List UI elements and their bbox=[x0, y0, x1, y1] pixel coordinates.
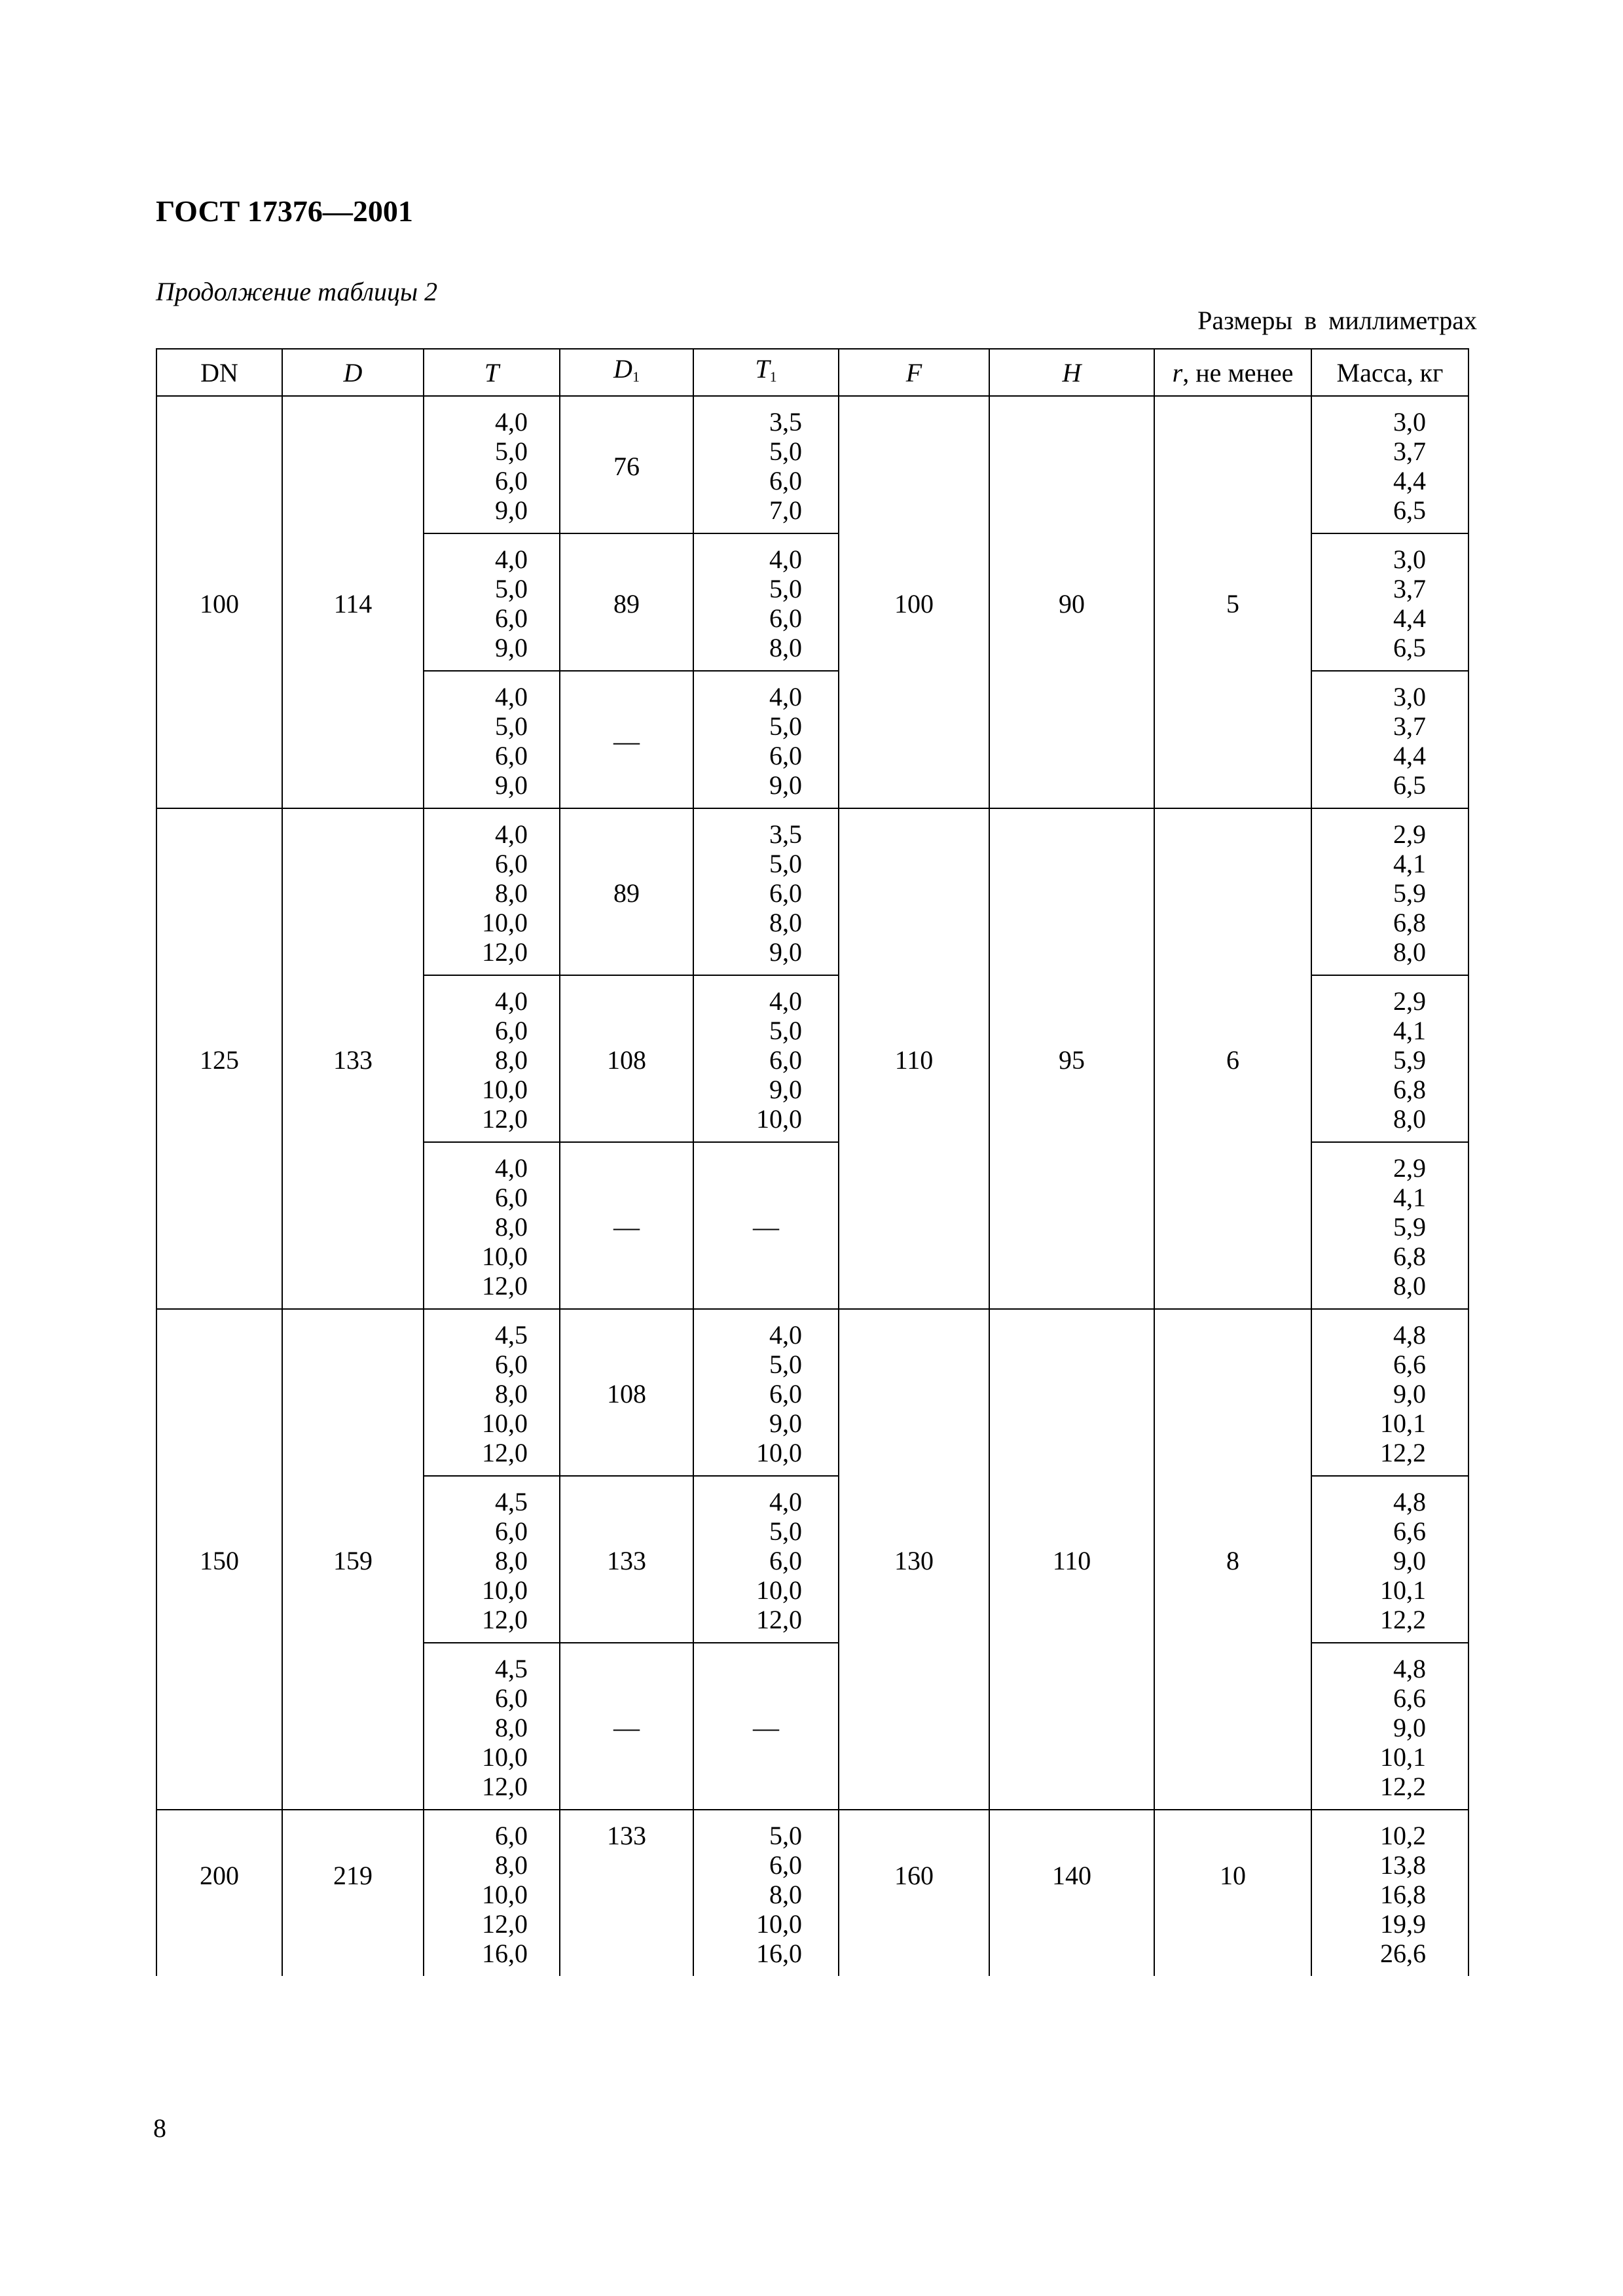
value-line: 3,0 bbox=[1393, 407, 1426, 437]
value-line: 4,4 bbox=[1393, 741, 1426, 770]
value-line: 5,9 bbox=[1393, 1045, 1426, 1075]
value-line: 12,0 bbox=[482, 1909, 528, 1939]
cell-r: 5 bbox=[1154, 396, 1311, 808]
cell-f: 130 bbox=[839, 1309, 989, 1810]
table-header-row bbox=[156, 349, 1468, 396]
cell-t bbox=[424, 975, 560, 1142]
value-line: 16,0 bbox=[482, 1939, 528, 1968]
value-line: 4,0 bbox=[769, 1320, 802, 1350]
value-line: 4,8 bbox=[1393, 1654, 1426, 1683]
cell-r: 8 bbox=[1154, 1309, 1311, 1810]
value-line: 3,7 bbox=[1393, 437, 1426, 466]
value-line: 9,0 bbox=[495, 770, 528, 800]
document-title: ГОСТ 17376—2001 bbox=[156, 194, 413, 228]
cell-f: 100 bbox=[839, 396, 989, 808]
cell-dn: 150 bbox=[156, 1309, 282, 1810]
col-header-f: F bbox=[839, 349, 989, 396]
value-line: 4,0 bbox=[495, 682, 528, 711]
cell-t1 bbox=[693, 533, 839, 671]
value-line: 7,0 bbox=[769, 495, 802, 525]
value-line: 10,0 bbox=[482, 1075, 528, 1104]
table-row bbox=[156, 1810, 1468, 1976]
value-line: 10,0 bbox=[482, 1742, 528, 1772]
cell-t bbox=[424, 533, 560, 671]
value-line: 6,6 bbox=[1393, 1683, 1426, 1713]
value-line: 10,0 bbox=[482, 1408, 528, 1438]
value-line: 9,0 bbox=[495, 495, 528, 525]
value-line: 5,0 bbox=[769, 437, 802, 466]
value-line: 4,5 bbox=[495, 1654, 528, 1683]
cell-t bbox=[424, 671, 560, 808]
cell-mass bbox=[1311, 1476, 1468, 1643]
value-line: 6,6 bbox=[1393, 1516, 1426, 1546]
value-line: 12,0 bbox=[482, 1271, 528, 1300]
col-header-t1 bbox=[693, 349, 839, 396]
cell-d1: 76 bbox=[560, 396, 693, 533]
cell-t1 bbox=[693, 975, 839, 1142]
value-line: 6,6 bbox=[1393, 1350, 1426, 1379]
value-line: 5,0 bbox=[769, 1350, 802, 1379]
value-line: 6,0 bbox=[495, 603, 528, 633]
value-line: 10,0 bbox=[482, 1575, 528, 1605]
value-line: 4,8 bbox=[1393, 1320, 1426, 1350]
value-line: 9,0 bbox=[769, 770, 802, 800]
value-line: 8,0 bbox=[495, 878, 528, 908]
value-line: 5,0 bbox=[769, 849, 802, 878]
cell-h: 90 bbox=[989, 396, 1154, 808]
value-line: 16,0 bbox=[756, 1939, 802, 1968]
cell-t bbox=[424, 1142, 560, 1309]
cell-mass bbox=[1311, 1643, 1468, 1810]
cell-mass bbox=[1311, 396, 1468, 533]
cell-t1 bbox=[693, 396, 839, 533]
value-line: 10,0 bbox=[756, 1909, 802, 1939]
value-line: 5,0 bbox=[769, 574, 802, 603]
col-header-mass: Масса, кг bbox=[1311, 349, 1468, 396]
value-line: 5,9 bbox=[1393, 878, 1426, 908]
table-row bbox=[156, 396, 1468, 533]
value-line: 8,0 bbox=[495, 1212, 528, 1242]
cell-t bbox=[424, 1810, 560, 1976]
value-line: 10,1 bbox=[1380, 1575, 1426, 1605]
value-line: 6,0 bbox=[769, 603, 802, 633]
value-line: 4,1 bbox=[1393, 849, 1426, 878]
cell-h: 110 bbox=[989, 1309, 1154, 1810]
col-header-r-symbol: r bbox=[1172, 357, 1183, 387]
value-line: 4,0 bbox=[769, 986, 802, 1016]
value-line: 4,5 bbox=[495, 1320, 528, 1350]
dimensions-table bbox=[156, 348, 1469, 1976]
value-line: 8,0 bbox=[495, 1045, 528, 1075]
units-note: Размеры в миллиметрах bbox=[1197, 306, 1477, 335]
value-line: 12,0 bbox=[482, 1605, 528, 1634]
cell-dn: 200 bbox=[156, 1810, 282, 1976]
col-header-d1-base: D bbox=[613, 353, 632, 384]
cell-r: 6 bbox=[1154, 808, 1311, 1309]
col-header-h: H bbox=[989, 349, 1154, 396]
cell-d: 133 bbox=[282, 808, 424, 1309]
cell-d1: 108 bbox=[560, 1309, 693, 1476]
value-line: 4,0 bbox=[495, 986, 528, 1016]
value-line: 12,2 bbox=[1380, 1438, 1426, 1467]
value-line: 12,0 bbox=[482, 1438, 528, 1467]
value-line: 3,7 bbox=[1393, 574, 1426, 603]
cell-d1: — bbox=[560, 1643, 693, 1810]
value-line: 8,0 bbox=[769, 1880, 802, 1909]
value-line: 3,0 bbox=[1393, 545, 1426, 574]
value-line: 12,0 bbox=[482, 1104, 528, 1134]
value-line: 6,0 bbox=[495, 1350, 528, 1379]
cell-d1: 108 bbox=[560, 975, 693, 1142]
value-line: 8,0 bbox=[1393, 937, 1426, 967]
value-line: 3,0 bbox=[1393, 682, 1426, 711]
table-row bbox=[156, 1309, 1468, 1476]
cell-t1 bbox=[693, 808, 839, 975]
value-line: 16,8 bbox=[1380, 1880, 1426, 1909]
value-line: 8,0 bbox=[495, 1379, 528, 1408]
table-caption: Продолжение таблицы 2 bbox=[156, 277, 438, 306]
cell-h: 140 bbox=[989, 1810, 1154, 1976]
value-line: 5,0 bbox=[769, 711, 802, 741]
value-line: 6,8 bbox=[1393, 1075, 1426, 1104]
value-line: 4,8 bbox=[1393, 1487, 1426, 1516]
value-line: 4,0 bbox=[495, 545, 528, 574]
cell-d1: — bbox=[560, 1142, 693, 1309]
cell-t bbox=[424, 396, 560, 533]
cell-d1: — bbox=[560, 671, 693, 808]
value-line: 13,8 bbox=[1380, 1850, 1426, 1880]
value-line: 9,0 bbox=[1393, 1713, 1426, 1742]
value-line: 5,0 bbox=[495, 711, 528, 741]
cell-r: 10 bbox=[1154, 1810, 1311, 1976]
cell-mass bbox=[1311, 975, 1468, 1142]
value-line: 3,7 bbox=[1393, 711, 1426, 741]
value-line: 12,2 bbox=[1380, 1772, 1426, 1801]
value-line: 10,0 bbox=[482, 1242, 528, 1271]
cell-d: 159 bbox=[282, 1309, 424, 1810]
value-line: 10,2 bbox=[1380, 1821, 1426, 1850]
value-line: 5,9 bbox=[1393, 1212, 1426, 1242]
cell-dn: 125 bbox=[156, 808, 282, 1309]
value-line: 5,0 bbox=[495, 437, 528, 466]
col-header-d: D bbox=[282, 349, 424, 396]
col-header-t1-base: T bbox=[755, 353, 770, 384]
value-line: 6,5 bbox=[1393, 633, 1426, 662]
value-line: 6,0 bbox=[495, 849, 528, 878]
value-line: 4,0 bbox=[495, 1153, 528, 1183]
cell-mass bbox=[1311, 1142, 1468, 1309]
value-line: 6,0 bbox=[769, 466, 802, 495]
value-line: 12,0 bbox=[482, 1772, 528, 1801]
cell-t bbox=[424, 1643, 560, 1810]
value-line: 9,0 bbox=[1393, 1546, 1426, 1575]
value-line: 4,1 bbox=[1393, 1016, 1426, 1045]
value-line: 4,0 bbox=[769, 545, 802, 574]
value-line: 5,0 bbox=[769, 1516, 802, 1546]
cell-t bbox=[424, 1309, 560, 1476]
table-body bbox=[156, 396, 1468, 1976]
cell-mass bbox=[1311, 1810, 1468, 1976]
value-line: 5,0 bbox=[769, 1821, 802, 1850]
value-line: 6,0 bbox=[495, 1016, 528, 1045]
value-line: 8,0 bbox=[1393, 1104, 1426, 1134]
cell-f: 160 bbox=[839, 1810, 989, 1976]
value-line: 6,0 bbox=[769, 1546, 802, 1575]
cell-t1 bbox=[693, 1476, 839, 1643]
value-line: 4,5 bbox=[495, 1487, 528, 1516]
col-header-t: T bbox=[424, 349, 560, 396]
cell-t1 bbox=[693, 1810, 839, 1976]
value-line: 4,4 bbox=[1393, 603, 1426, 633]
cell-h: 95 bbox=[989, 808, 1154, 1309]
cell-t1: — bbox=[693, 1643, 839, 1810]
value-line: 6,0 bbox=[495, 1183, 528, 1212]
col-header-d1-sub: 1 bbox=[632, 368, 640, 385]
value-line: 6,0 bbox=[495, 466, 528, 495]
value-line: 2,9 bbox=[1393, 819, 1426, 849]
value-line: 10,0 bbox=[482, 908, 528, 937]
cell-mass bbox=[1311, 533, 1468, 671]
cell-mass bbox=[1311, 1309, 1468, 1476]
col-header-t1-sub: 1 bbox=[769, 368, 777, 385]
value-line: 12,0 bbox=[482, 937, 528, 967]
col-header-dn: DN bbox=[156, 349, 282, 396]
cell-t bbox=[424, 1476, 560, 1643]
value-line: 9,0 bbox=[769, 937, 802, 967]
col-header-r-text: , не менее bbox=[1182, 357, 1294, 387]
value-line: 2,9 bbox=[1393, 1153, 1426, 1183]
value-line: 9,0 bbox=[1393, 1379, 1426, 1408]
value-line: 10,0 bbox=[482, 1880, 528, 1909]
value-line: 4,0 bbox=[769, 1487, 802, 1516]
value-line: 12,2 bbox=[1380, 1605, 1426, 1634]
col-header-r bbox=[1154, 349, 1311, 396]
cell-d: 114 bbox=[282, 396, 424, 808]
value-line: 4,0 bbox=[495, 819, 528, 849]
value-line: 5,0 bbox=[769, 1016, 802, 1045]
value-line: 6,8 bbox=[1393, 908, 1426, 937]
value-line: 26,6 bbox=[1380, 1939, 1426, 1968]
value-line: 6,0 bbox=[495, 1683, 528, 1713]
value-line: 10,1 bbox=[1380, 1742, 1426, 1772]
value-line: 4,0 bbox=[769, 682, 802, 711]
cell-mass bbox=[1311, 671, 1468, 808]
value-line: 6,0 bbox=[495, 1516, 528, 1546]
value-line: 10,0 bbox=[756, 1104, 802, 1134]
value-line: 6,0 bbox=[769, 1379, 802, 1408]
value-line: 6,0 bbox=[769, 878, 802, 908]
cell-d1: 133 bbox=[560, 1810, 693, 1976]
value-line: 4,0 bbox=[495, 407, 528, 437]
value-line: 6,5 bbox=[1393, 770, 1426, 800]
value-line: 9,0 bbox=[769, 1408, 802, 1438]
value-line: 6,0 bbox=[495, 1821, 528, 1850]
value-line: 19,9 bbox=[1380, 1909, 1426, 1939]
table-row bbox=[156, 808, 1468, 975]
cell-d1: 89 bbox=[560, 533, 693, 671]
value-line: 8,0 bbox=[495, 1713, 528, 1742]
value-line: 10,0 bbox=[756, 1575, 802, 1605]
value-line: 4,4 bbox=[1393, 466, 1426, 495]
value-line: 8,0 bbox=[495, 1546, 528, 1575]
value-line: 2,9 bbox=[1393, 986, 1426, 1016]
cell-dn: 100 bbox=[156, 396, 282, 808]
cell-t1 bbox=[693, 1309, 839, 1476]
value-line: 6,0 bbox=[769, 741, 802, 770]
value-line: 6,0 bbox=[495, 741, 528, 770]
cell-mass bbox=[1311, 808, 1468, 975]
value-line: 10,1 bbox=[1380, 1408, 1426, 1438]
page-number: 8 bbox=[153, 2113, 166, 2143]
cell-d: 219 bbox=[282, 1810, 424, 1976]
value-line: 3,5 bbox=[769, 819, 802, 849]
value-line: 9,0 bbox=[495, 633, 528, 662]
value-line: 9,0 bbox=[769, 1075, 802, 1104]
value-line: 6,0 bbox=[769, 1045, 802, 1075]
value-line: 8,0 bbox=[769, 908, 802, 937]
value-line: 10,0 bbox=[756, 1438, 802, 1467]
cell-f: 110 bbox=[839, 808, 989, 1309]
value-line: 6,5 bbox=[1393, 495, 1426, 525]
col-header-d1 bbox=[560, 349, 693, 396]
cell-t1 bbox=[693, 671, 839, 808]
value-line: 6,0 bbox=[769, 1850, 802, 1880]
value-line: 4,1 bbox=[1393, 1183, 1426, 1212]
value-line: 3,5 bbox=[769, 407, 802, 437]
cell-t1: — bbox=[693, 1142, 839, 1309]
value-line: 5,0 bbox=[495, 574, 528, 603]
cell-d1: 133 bbox=[560, 1476, 693, 1643]
value-line: 8,0 bbox=[495, 1850, 528, 1880]
value-line: 8,0 bbox=[769, 633, 802, 662]
cell-t bbox=[424, 808, 560, 975]
value-line: 6,8 bbox=[1393, 1242, 1426, 1271]
cell-d1: 89 bbox=[560, 808, 693, 975]
value-line: 8,0 bbox=[1393, 1271, 1426, 1300]
value-line: 12,0 bbox=[756, 1605, 802, 1634]
